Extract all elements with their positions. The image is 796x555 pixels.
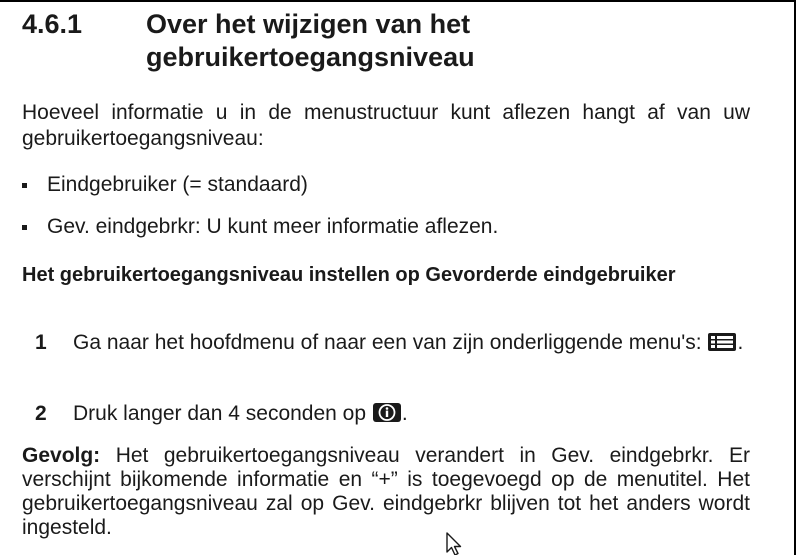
list-item-text: Gev. eindgebrkr: U kunt meer informatie aflezen. (47, 215, 499, 238)
result-label: Gevolg: (22, 444, 101, 467)
result-paragraph (22, 444, 750, 540)
step-text-before: Druk langer dan 4 seconden op (73, 402, 372, 425)
bullet-marker (22, 183, 27, 188)
bullet-marker (22, 225, 27, 230)
result-text: Het gebruikertoegangsniveau verandert in Gev. eindgebrkr. Er verschijnt bijkomende informatie en “+” is toegevoegd op de menutitel. Het gebruikertoegangsniveau zal op Gev. eindgebrkr blijven tot het anders wordt ingesteld. (22, 444, 750, 539)
section-number: 4.6.1 (22, 9, 83, 39)
info-button-icon (372, 402, 402, 430)
step-text-before: Ga naar het hoofdmenu of naar een van zijn onderliggende menu's: (73, 331, 708, 354)
section-title: Over het wijzigen van het gebruikertoegangsniveau (146, 9, 475, 72)
step-number: 1 (35, 331, 47, 354)
procedure-heading: Het gebruikertoegangsniveau instellen op Gevorderde eindgebruiker (22, 264, 676, 286)
step-number: 2 (35, 402, 47, 425)
step-text-after: . (737, 331, 744, 354)
mouse-pointer-icon (446, 532, 464, 555)
step-text (73, 330, 750, 359)
step-text-after: . (401, 402, 408, 425)
list-item-text: Eindgebruiker (= standaard) (47, 173, 308, 196)
step-text (73, 401, 750, 430)
menu-icon (707, 332, 737, 359)
intro-paragraph: Hoeveel informatie u in de menustructuur kunt aflezen hangt af van uw gebruikertoegangsniveau: (22, 101, 750, 150)
